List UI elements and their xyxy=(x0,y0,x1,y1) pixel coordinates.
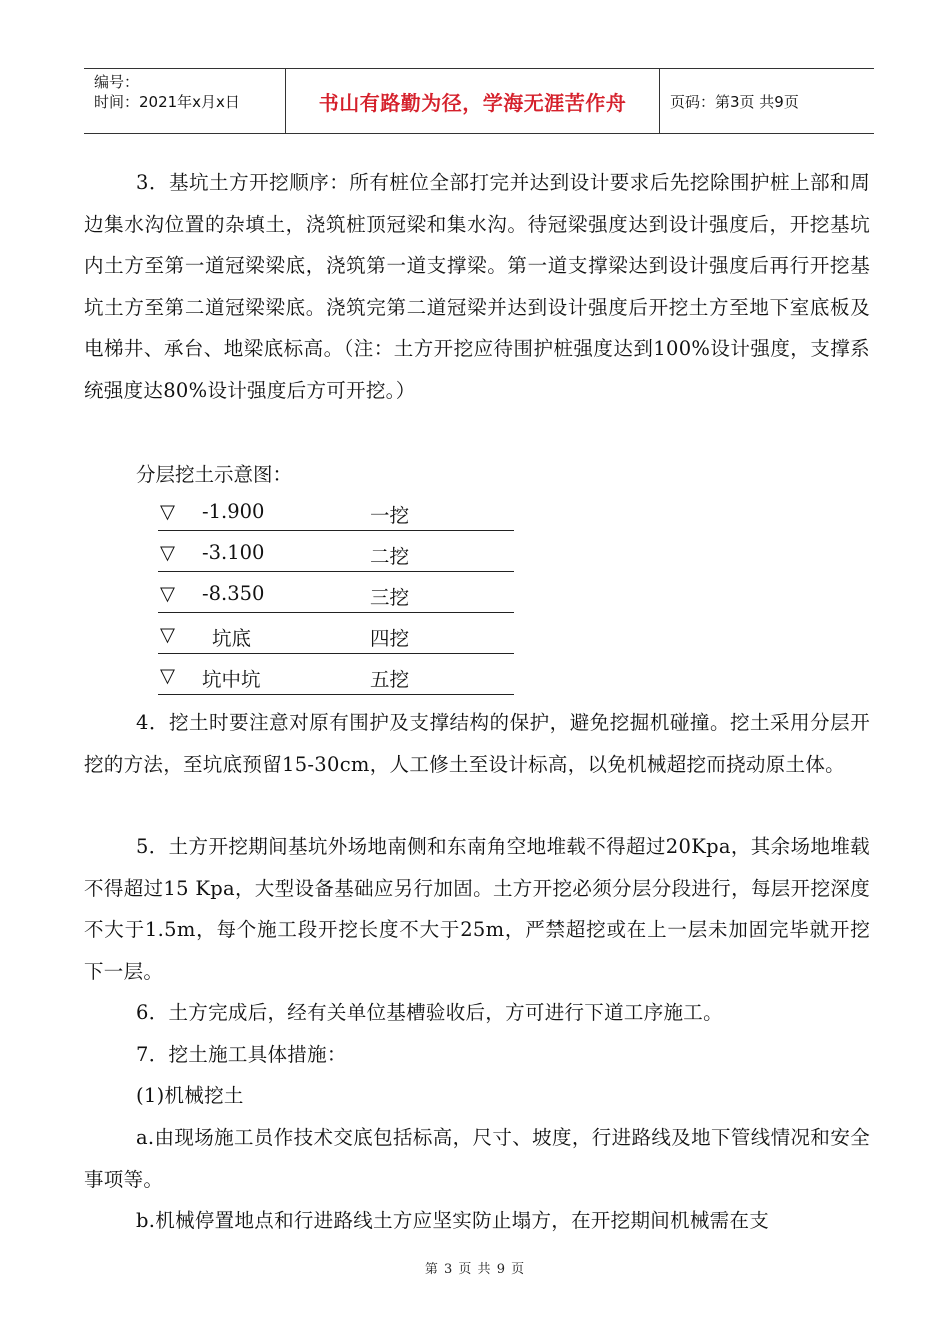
layer-label: 二挖 xyxy=(370,545,410,568)
paragraph-excavation-sequence: 3．基坑土方开挖顺序：所有桩位全部打完并达到设计要求后先挖除围护桩上部和周边集水沟位置的杂填土，浇筑桩顶冠梁和集水沟。待冠梁强度达到设计强度后，开挖基坑内土方至第一道冠梁梁底，浇筑第一道支撑梁。第一道支撑梁达到设计强度后再行开挖基坑土方至第二道冠梁梁底。浇筑完第二道冠梁并达到设计强度后开挖土方至地下室底板及电梯井、承台、地梁底标高。（注：土方开挖应待围护桩强度达到100%设计强度，支撑系统强度达80%设计强度后方可开挖。） xyxy=(84,171,870,402)
layer-label: 四挖 xyxy=(370,627,410,650)
layer-elevation: 坑中坑 xyxy=(202,668,261,691)
page-footer: 第 3 页 共 9 页 xyxy=(424,1262,526,1277)
layer-elevation: -8.350 xyxy=(202,582,265,605)
document-date: 时间：2021年x月x日 xyxy=(94,93,240,111)
motto-text: 书山有路勤为径，学海无涯苦作舟 xyxy=(318,90,627,115)
layer-row xyxy=(158,500,514,531)
level-triangle-icon: ▽ xyxy=(160,664,175,687)
header-meta-cell xyxy=(84,69,286,133)
document-number-label: 编号： xyxy=(94,73,140,91)
layer-row xyxy=(158,541,514,572)
paragraph-item-b: b.机械停置地点和行进路线土方应坚实防止塌方，在开挖期间机械需在支 xyxy=(136,1209,770,1232)
paragraph-measures-heading: 7．挖土施工具体措施： xyxy=(136,1043,347,1066)
page-header xyxy=(84,68,874,134)
page-code: 页码：第3页 共9页 xyxy=(670,92,799,111)
level-triangle-icon: ▽ xyxy=(160,623,175,646)
layer-elevation: 坑底 xyxy=(212,627,252,650)
paragraph-mechanical-excavation: (1)机械挖土 xyxy=(136,1084,244,1107)
layer-elevation: -3.100 xyxy=(202,541,265,564)
layer-row xyxy=(158,664,514,695)
level-triangle-icon: ▽ xyxy=(160,500,175,523)
layer-elevation: -1.900 xyxy=(202,500,265,523)
header-page-cell xyxy=(660,69,874,133)
level-triangle-icon: ▽ xyxy=(160,582,175,605)
layer-label: 五挖 xyxy=(370,668,410,691)
paragraph-load-limits: 5．土方开挖期间基坑外场地南侧和东南角空地堆载不得超过20Kpa，其余场地堆载不得超过15 Kpa，大型设备基础应另行加固。土方开挖必须分层分段进行，每层开挖深度不大于1.5m，每个施工段开挖长度不大于25m，严禁超挖或在上一层未加固完毕就开挖下一层。 xyxy=(84,835,870,983)
layer-row xyxy=(158,582,514,613)
paragraph-protection: 4．挖土时要注意对原有围护及支撑结构的保护，避免挖掘机碰撞。挖土采用分层开挖的方法，至坑底预留15-30cm，人工修土至设计标高，以免机械超挖而挠动原土体。 xyxy=(84,711,870,776)
diagram-title: 分层挖土示意图： xyxy=(136,463,293,486)
paragraph-item-a: a.由现场施工员作技术交底包括标高，尺寸、坡度，行进路线及地下管线情况和安全事项等。 xyxy=(84,1126,870,1191)
level-triangle-icon: ▽ xyxy=(160,541,175,564)
layer-label: 一挖 xyxy=(370,504,410,527)
layer-row xyxy=(158,623,514,654)
paragraph-acceptance: 6．土方完成后，经有关单位基槽验收后，方可进行下道工序施工。 xyxy=(136,1001,723,1024)
layer-label: 三挖 xyxy=(370,586,410,609)
header-motto-cell xyxy=(286,69,660,133)
